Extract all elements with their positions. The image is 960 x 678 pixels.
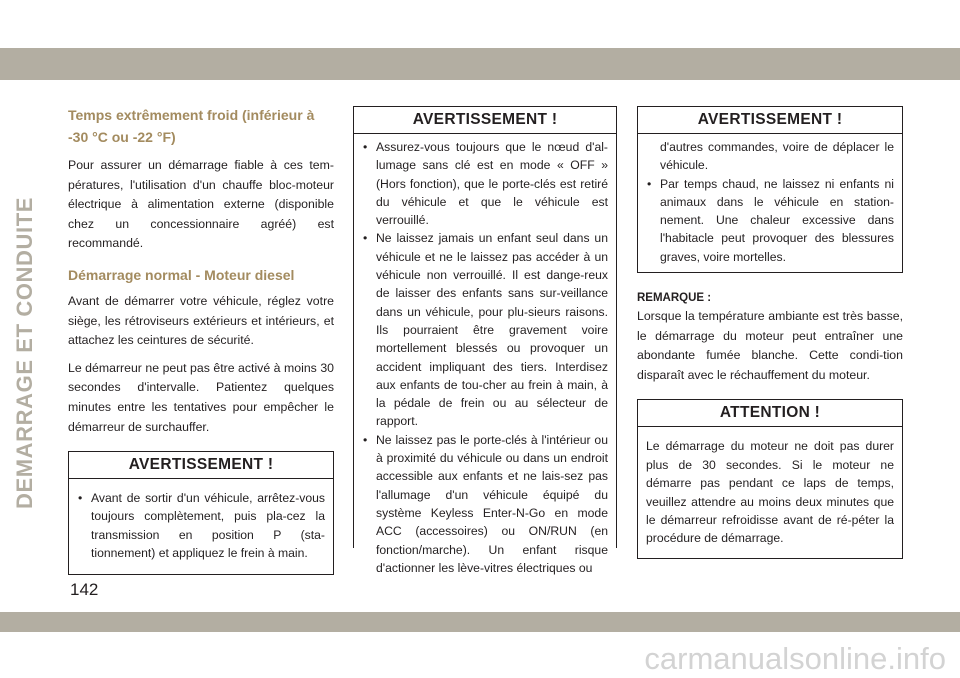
warning-continuation: d'autres commandes, voire de déplacer le véhicule. [660,140,894,173]
column-right [637,106,903,559]
paragraph-extreme-cold: Pour assurer un démarrage fiable à ces tem-pératures, l'utilisation d'un chauffe bloc-moteur électrique à alimentation externe (disponible chez un concessionnaire agréé) est recommandé. [68,158,334,251]
paragraph-starter-interval: Le démarreur ne peut pas être activé à moins 30 secondes d'intervalle. Patientez quelques minutes entre les tentatives pour empêcher le démarreur de surchauffer. [68,360,334,434]
warning-title-left: AVERTISSEMENT ! [69,452,333,479]
attention-box [637,399,903,558]
section-side-label-text: DEMARRAGE ET CONDUITE [12,196,37,510]
warning-box-middle [353,106,617,575]
page-number: 142 [70,580,99,599]
column-middle [353,106,617,575]
warning-item: • Ne laissez pas le porte-clés à l'intérieur ou à proximité du véhicule ou dans un endroit accessible aux enfants et ne lais-sez pas l'allumage d'un véhicule équipé du système Keyless Enter-N-Go en mode ACC (accessoires) ou ON/RUN (en fonction/marche). Un enfant risque d'actionner les lève-vitres électriques ou [363,432,608,575]
warning-box-left [68,451,334,575]
heading-extreme-cold: Temps extrêmement froid (inférieur à -30 °C ou -22 °F) [68,107,315,145]
heading-normal-start-diesel: Démarrage normal - Moteur diesel [68,266,295,283]
top-band [0,48,960,80]
attention-text: Le démarrage du moteur ne doit pas durer plus de 30 secondes. Si le moteur ne démarre pas pendant ce laps de temps, veuillez attendre au moins deux minutes que le démarreur refroidisse avant de ré-péter la procédure de démarrage. [646,439,894,546]
warning-item: • Assurez-vous toujours que le nœud d'al-lumage sans clé est en mode « OFF » (Hors fonction), que le porte-clés est retiré du véhicule et que le véhicule est verrouillé. [363,140,608,228]
warning-list-right [646,175,894,266]
paragraph-before-start: Avant de démarrer votre véhicule, réglez votre siège, les rétroviseurs extérieurs et intérieurs, et attachez les ceintures de sécurité. [68,293,334,348]
watermark: carmanualsonline.info [644,641,946,676]
remark-text: Lorsque la température ambiante est très basse, le démarrage du moteur peut entraîner une abondante fumée blanche. Cette condi-tion disparaît avec le réchauffement du moteur. [637,309,903,382]
warning-title-right: AVERTISSEMENT ! [638,107,902,134]
warning-item: • Ne laissez jamais un enfant seul dans un véhicule et ne le laissez pas accéder à un véhicule non verrouillé. Il est dange-reux de laisser des enfants sans sur-veillance dans un véhicule, pour plu-sieurs raisons. Ils pourraient être gravement voire mortellement blessés ou provoquer un accident impliquant des tiers. Interdisez aux enfants de tou-cher au frein à main, à la pédale de frein ou au sélecteur de rapport. [363,231,608,429]
warning-list-middle [362,138,608,577]
warning-item: • Par temps chaud, ne laissez ni enfants ni animaux dans le véhicule en station-nement. Une chaleur excessive dans l'habitacle peut provoquer des blessures graves, voire mortelles. [647,176,894,264]
attention-title: ATTENTION ! [638,400,902,427]
warning-box-right [637,106,903,273]
warning-list-left [77,489,325,562]
remark-label: REMARQUE : [637,292,712,305]
column-left [68,104,334,575]
bottom-band [0,612,960,632]
warning-title-middle: AVERTISSEMENT ! [354,107,616,134]
warning-item: • Avant de sortir d'un véhicule, arrêtez-vous toujours complètement, puis pla-cez la transmission en position P (sta-tionnement) et appliquez le frein à main. [78,491,325,561]
